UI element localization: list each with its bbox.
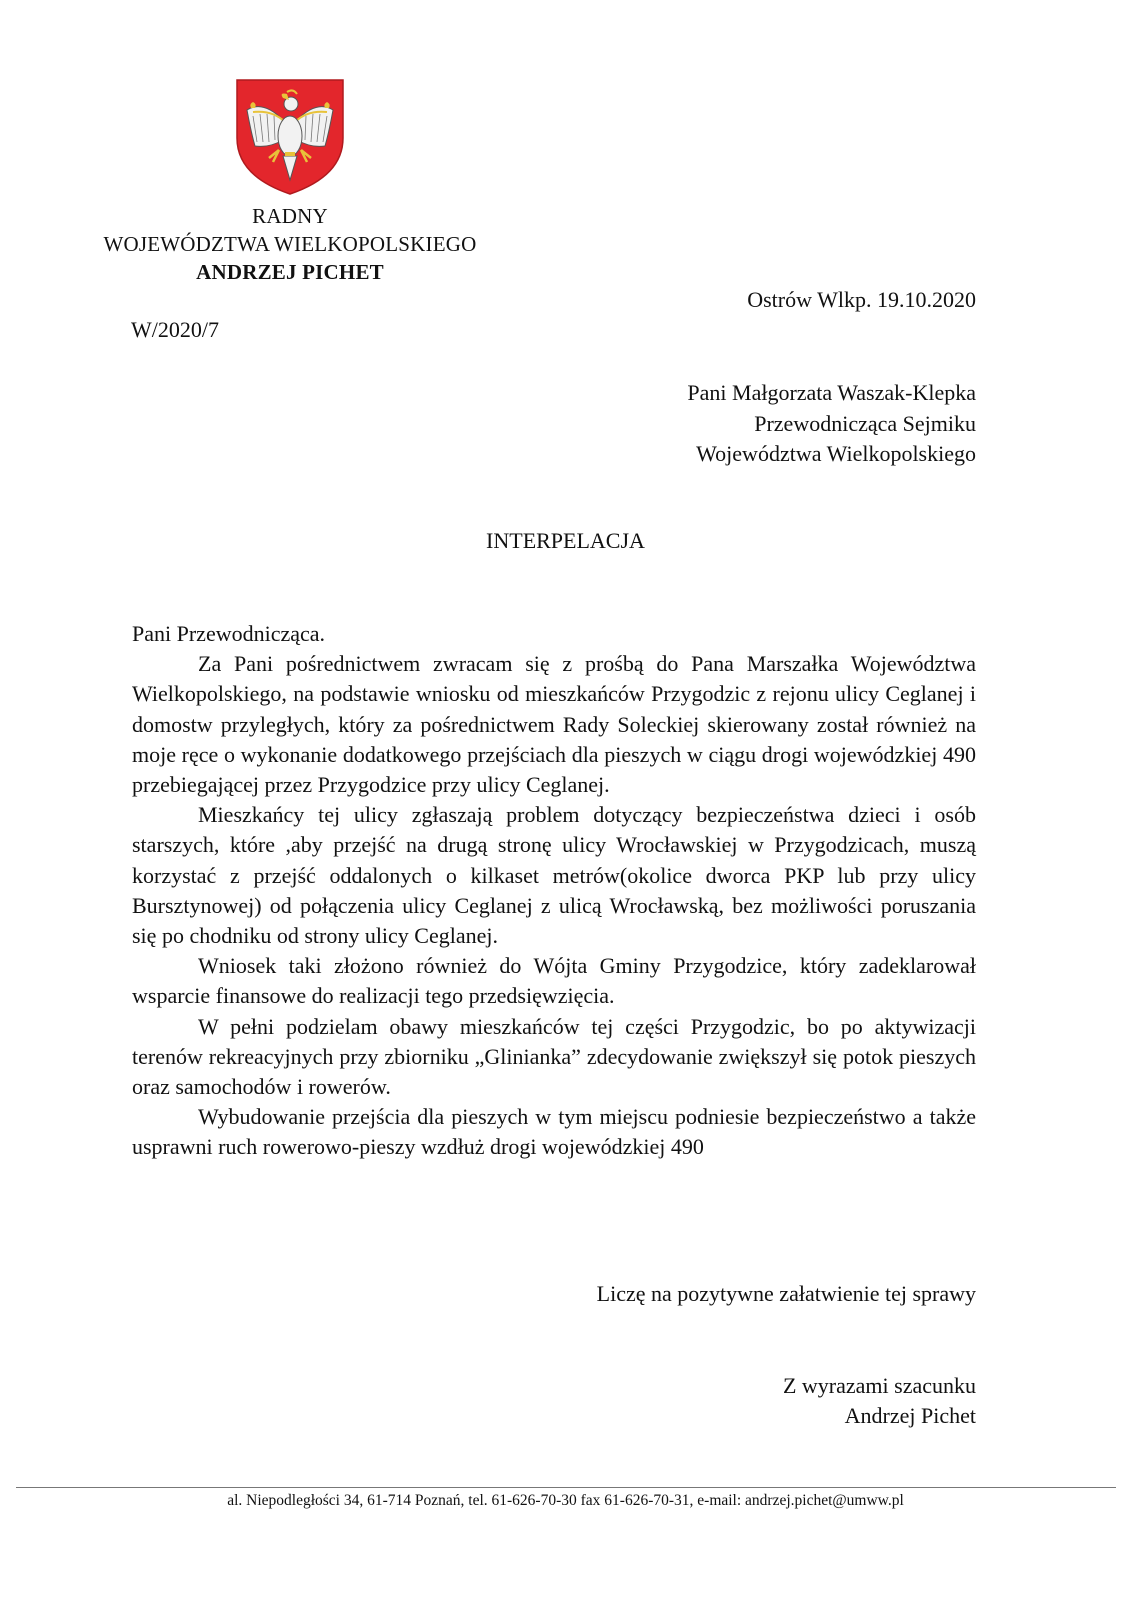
recipient-block [687, 378, 976, 470]
paragraph: Wybudowanie przejścia dla pieszych w tym miejscu podniesie bezpieczeństwo a także usprawni ruch rowerowo-pieszy wzdłuż drogi wojewódzkiej 490 [132, 1104, 976, 1160]
paragraph: Za Pani pośrednictwem zwracam się z prośbą do Pana Marszałka Województwa Wielkopolskiego, na podstawie wniosku od mieszkańców Przygodzic z rejonu ulicy Ceglanej i domostw przyległych, który za pośrednictwem Rady Soleckiej skierowany został również na moje ręce o wykonanie dodatkowego przejściach dla pieszych w ciągu drogi wojewódzkiej 490 przebiegającej przez Przygodzice przy ulicy Ceglanej. [132, 651, 976, 798]
letter-body [132, 619, 976, 1163]
signature-block [783, 1371, 976, 1431]
signature-name: Andrzej Pichet [844, 1403, 976, 1428]
salutation: Pani Przewodnicząca. [132, 621, 326, 646]
signature-greeting: Z wyrazami szacunku [782, 1373, 976, 1398]
paragraph: Mieszkańcy tej ulicy zgłaszają problem dotyczący bezpieczeństwa dzieci i osób starszych, które ,aby przejść na drugą stronę ulicy Wrocławskiej w Przygodzicach, muszą korzystać z przejść oddalonych o kilkaset metrów(okolice dworca PKP lub przy ulicy Bursztynowej) od połączenia ulicy Ceglanej z ulicą Wrocławską, bez możliwości poruszania się po chodniku od strony ulicy Ceglanej. [132, 802, 976, 949]
footer-divider [16, 1487, 1116, 1488]
paragraph: W pełni podzielam obawy mieszkańców tej części Przygodzic, bo po aktywizacji terenów rekreacyjnych przy zbiorniku „Glinianka” zdecydowanie zwiększył się potok pieszych oraz samochodów i rowerów. [132, 1013, 976, 1100]
recipient-name: Pani Małgorzata Waszak-Klepka [687, 380, 976, 405]
letterhead-name: ANDRZEJ PICHET [196, 260, 384, 284]
reference-number: W/2020/7 [131, 317, 219, 342]
letterhead-title: RADNY [252, 204, 328, 228]
recipient-position: Przewodnicząca Sejmiku [754, 410, 976, 436]
document-title: INTERPELACJA [486, 528, 645, 553]
recipient-institution: Województwa Wielkopolskiego [696, 441, 976, 466]
coat-of-arms-icon [233, 76, 347, 196]
date-line: Ostrów Wlkp. 19.10.2020 [747, 287, 976, 312]
letterhead-region: WOJEWÓDZTWA WIELKOPOLSKIEGO [103, 232, 477, 256]
footer-contact: al. Niepodległości 34, 61-714 Poznań, tel. 61-626-70-30 fax 61-626-70-31, e-mail: andrzej.pichet@umww.pl [227, 1492, 904, 1509]
closing-line: Liczę na pozytywne załatwienie tej sprawy [596, 1281, 976, 1306]
paragraph: Wniosek taki złożono również do Wójta Gminy Przygodzice, który zadeklarował wsparcie finansowe do realizacji tego przedsięwzięcia. [132, 953, 976, 1009]
